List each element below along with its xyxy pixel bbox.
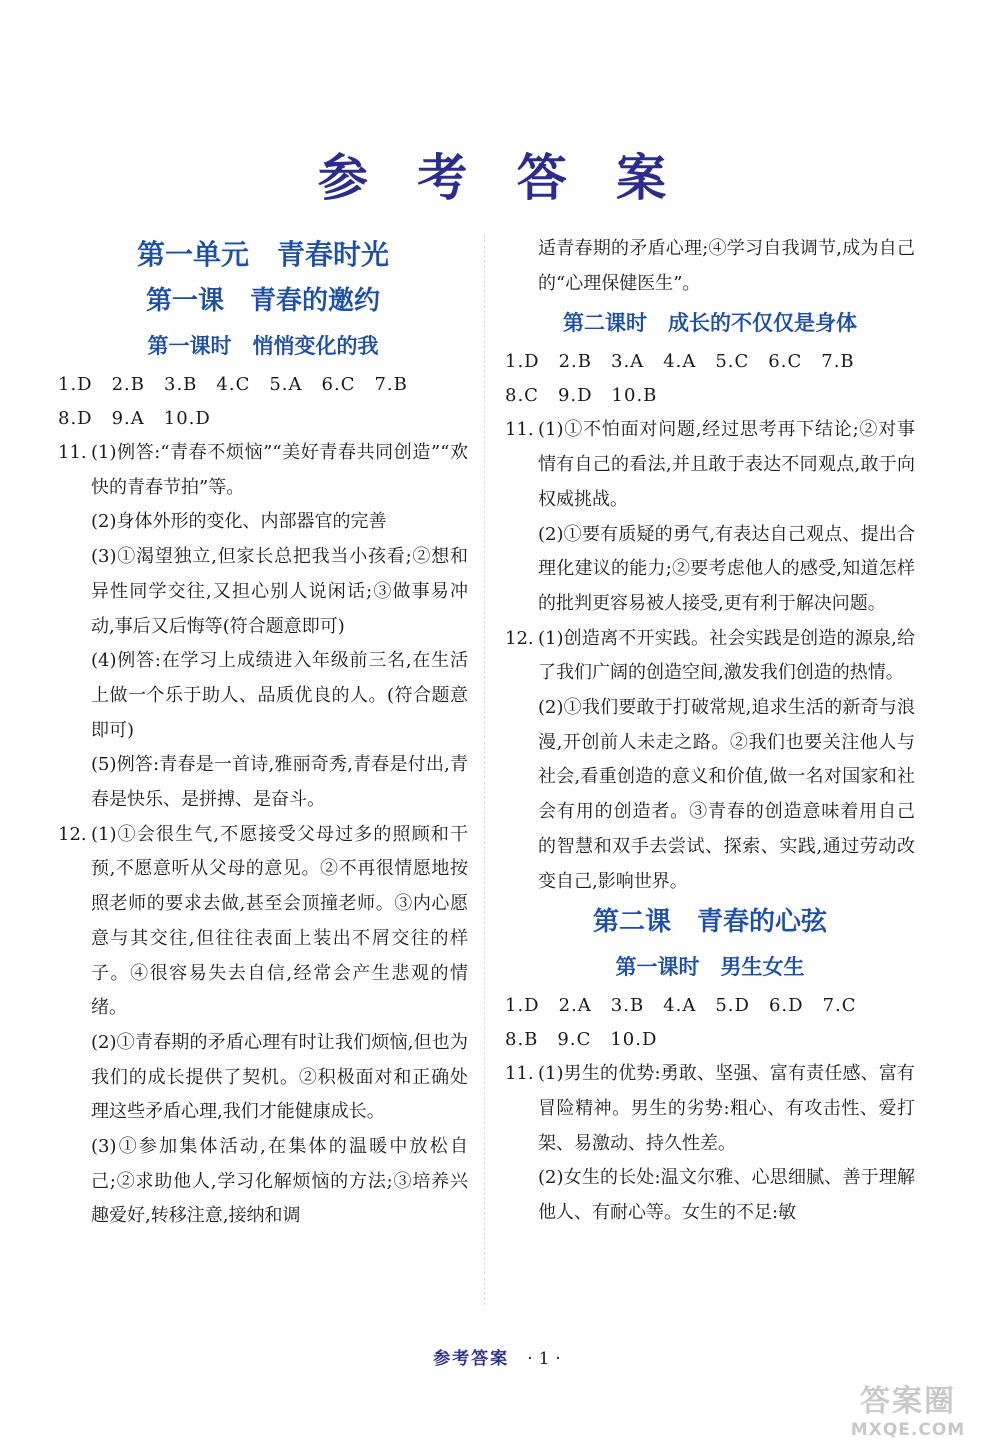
answer-text: (1)①不怕面对问题,经过思考再下结论;②对事情有自己的看法,并且敢于表达不同观点,敢于向权威挑战。 (538, 419, 915, 510)
sub-answer: (2)①我们要敢于打破常规,追求生活的新奇与浪漫,开创前人未走之路。②我们也要关注他人与社会,看重创造的意义和价值,做一名对国家和社会有用的创造者。③青春的创造意味着用自己的智慧和双手去尝试、探索、实践,通过劳动改变自己,影响世界。 (538, 697, 915, 892)
answer-line: 1.D 2.B 3.B 4.C 5.A 6.C 7.B (58, 374, 408, 395)
left-column (58, 232, 468, 1234)
answer-line: 8.C 9.D 10.B (505, 385, 658, 407)
sub-answer: (2)①青春期的矛盾心理有时让我们烦恼,但也为我们的成长提供了契机。②积极面对和正确处理这些矛盾心理,我们才能健康成长。 (91, 1031, 468, 1123)
right-column (505, 232, 915, 1231)
lesson-heading: 第二课 青春的心弦 (592, 907, 827, 938)
page-number: ·1· (527, 1349, 567, 1369)
answer-line: 1.D 2.A 3.B 4.A 5.D 6.D 7.C (505, 995, 857, 1017)
page-title: 参 考 答 案 (317, 148, 683, 207)
watermark-logo-text: 答案圈 (860, 1384, 956, 1419)
continued-text: 适青春期的矛盾心理;④学习自我调节,成为自己的“心理保健医生”。 (538, 238, 915, 294)
sub-answer: (2)女生的长处:温文尔雅、心思细腻、善于理解他人、有耐心等。女生的不足:敏 (538, 1167, 915, 1224)
answer-text: (1)例答:“青春不烦恼”“美好青春共同创造”“欢快的青春节拍”等。 (91, 442, 468, 498)
question-11 (505, 1057, 915, 1161)
question-11 (58, 436, 468, 505)
footer-label: 参考答案 (433, 1349, 510, 1369)
lesson-heading: 第一课 青春的邀约 (145, 286, 380, 316)
answer-text: (1)创造离不开实践。社会实践是创造的源泉,给了我们广阔的创造空间,激发我们创造的热情。 (538, 627, 915, 684)
question-number: 11. (505, 419, 534, 441)
answer-line: 8.B 9.C 10.D (505, 1029, 658, 1051)
question-number: 11. (505, 1063, 534, 1085)
question-12 (505, 622, 915, 691)
answer-text: (1)男生的优势:勇敢、坚强、富有责任感、富有冒险精神。男生的劣势:粗心、有攻击性、爱打架、易激动、持久性差。 (538, 1063, 915, 1154)
question-number: 11. (58, 442, 87, 463)
page-footer (0, 1344, 1000, 1369)
question-12 (58, 818, 468, 1026)
question-number: 12. (58, 823, 87, 845)
sub-answer: (2)①要有质疑的勇气,有表达自己观点、提出合理化建议的能力;②要考虑他人的感受,知道怎样的批判更容易被人接受,更有利于解决问题。 (538, 523, 915, 614)
period-heading: 第一课时 悄悄变化的我 (147, 334, 379, 358)
unit-heading: 第一单元 青春时光 (136, 238, 389, 271)
answer-text: (1)①会很生气,不愿接受父母过多的照顾和干预,不愿意听从父母的意见。②不再很情愿地按照老师的要求去做,甚至会顶撞老师。③内心愿意与其交往,但往往表面上装出不屑交往的样子。④很容易失去自信,经常会产生悲观的情绪。 (91, 823, 468, 1019)
sub-answer: (5)例答:青春是一首诗,雅丽奇秀,青春是付出,青春是快乐、是拼搏、是奋斗。 (91, 754, 468, 811)
answer-line: 8.D 9.A 10.D (58, 408, 211, 429)
question-number: 12. (505, 627, 534, 649)
sub-answer: (4)例答:在学习上成绩进入年级前三名,在生活上做一个乐于助人、品质优良的人。(符合题意即可) (91, 650, 468, 741)
sub-answer: (3)①参加集体活动,在集体的温暖中放松自己;②求助他人,学习化解烦恼的方法;③培养兴趣爱好,转移注意,接纳和调 (91, 1136, 468, 1227)
sub-answer: (3)①渴望独立,但家长总把我当小孩看;②想和异性同学交往,又担心别人说闲话;③做事易冲动,事后又后悔等(符合题意即可) (91, 546, 468, 637)
sub-answer: (2)身体外形的变化、内部器官的完善 (91, 511, 387, 533)
watermark-logo (828, 1384, 988, 1444)
period-heading: 第二课时 成长的不仅仅是身体 (563, 311, 857, 336)
watermark-url: MXQE.COM (850, 1420, 966, 1440)
question-11 (505, 413, 915, 517)
column-divider (484, 235, 485, 1305)
answer-line: 1.D 2.B 3.A 4.A 5.C 6.C 7.B (505, 351, 855, 373)
period-heading: 第一课时 男生女生 (615, 955, 805, 980)
